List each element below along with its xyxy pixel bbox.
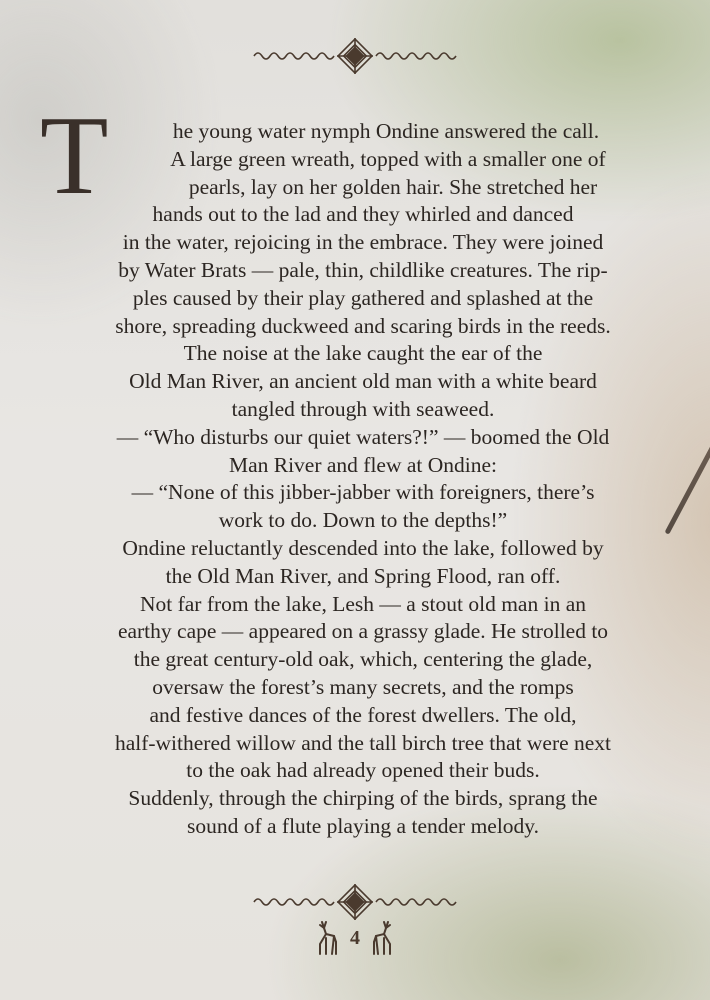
- text-line: Man River and flew at Ondine:: [228, 452, 498, 477]
- text-line: — “Who disturbs our quiet waters?!” — boomed the Old: [116, 424, 610, 449]
- text-line: shore, spreading duckweed and scaring birds in the reeds.: [115, 313, 611, 338]
- text-line: to the oak had already opened their buds.: [186, 758, 540, 783]
- top-ornament: [0, 34, 710, 78]
- text-line: earthy cape — appeared on a grassy glade. He strolled to: [117, 619, 609, 644]
- text-line: Old Man River, an ancient old man with a white beard: [129, 369, 597, 394]
- text-line: the Old Man River, and Spring Flood, ran off.: [165, 563, 561, 588]
- text-line: he young water nymph Ondine answered the call.: [172, 119, 600, 143]
- text-line: hands out to the lad and they whirled and danced: [152, 202, 574, 227]
- text-line: in the water, rejoicing in the embrace. They were joined: [122, 230, 604, 255]
- deer-icon: [314, 920, 340, 956]
- text-line: — “None of this jibber-jabber with foreigners, there’s: [131, 480, 595, 505]
- text-line: oversaw the forest’s many secrets, and the romps: [152, 674, 574, 699]
- text-line: the great century-old oak, which, centering the glade,: [133, 647, 593, 672]
- page-footer: [0, 918, 710, 958]
- text-line: half-withered willow and the tall birch tree that were next: [114, 730, 612, 755]
- text-line: work to do. Down to the depths!”: [218, 508, 508, 533]
- story-text: [50, 118, 676, 841]
- text-line: sound of a flute playing a tender melody.: [186, 813, 540, 838]
- text-line: Suddenly, through the chirping of the birds, sprang the: [128, 786, 598, 811]
- text-line: ples caused by their play gathered and splashed at the: [132, 285, 594, 310]
- text-line: Not far from the lake, Lesh — a stout old man in an: [139, 591, 586, 616]
- text-line: The noise at the lake caught the ear of the: [183, 341, 543, 366]
- text-line: by Water Brats — pale, thin, childlike creatures. The rip-: [118, 257, 608, 282]
- page-number: 4: [350, 926, 360, 949]
- drop-cap: T: [40, 94, 109, 218]
- deer-icon: [370, 920, 396, 956]
- text-line: Ondine reluctantly descended into the lake, followed by: [122, 535, 604, 560]
- text-line: and festive dances of the forest dwellers. The old,: [149, 702, 577, 727]
- text-line: tangled through with seaweed.: [231, 396, 495, 421]
- knot-ornament-icon: [250, 34, 460, 78]
- text-line: pearls, lay on her golden hair. She stretched her: [188, 174, 598, 199]
- text-line: A large green wreath, topped with a smaller one of: [170, 146, 606, 171]
